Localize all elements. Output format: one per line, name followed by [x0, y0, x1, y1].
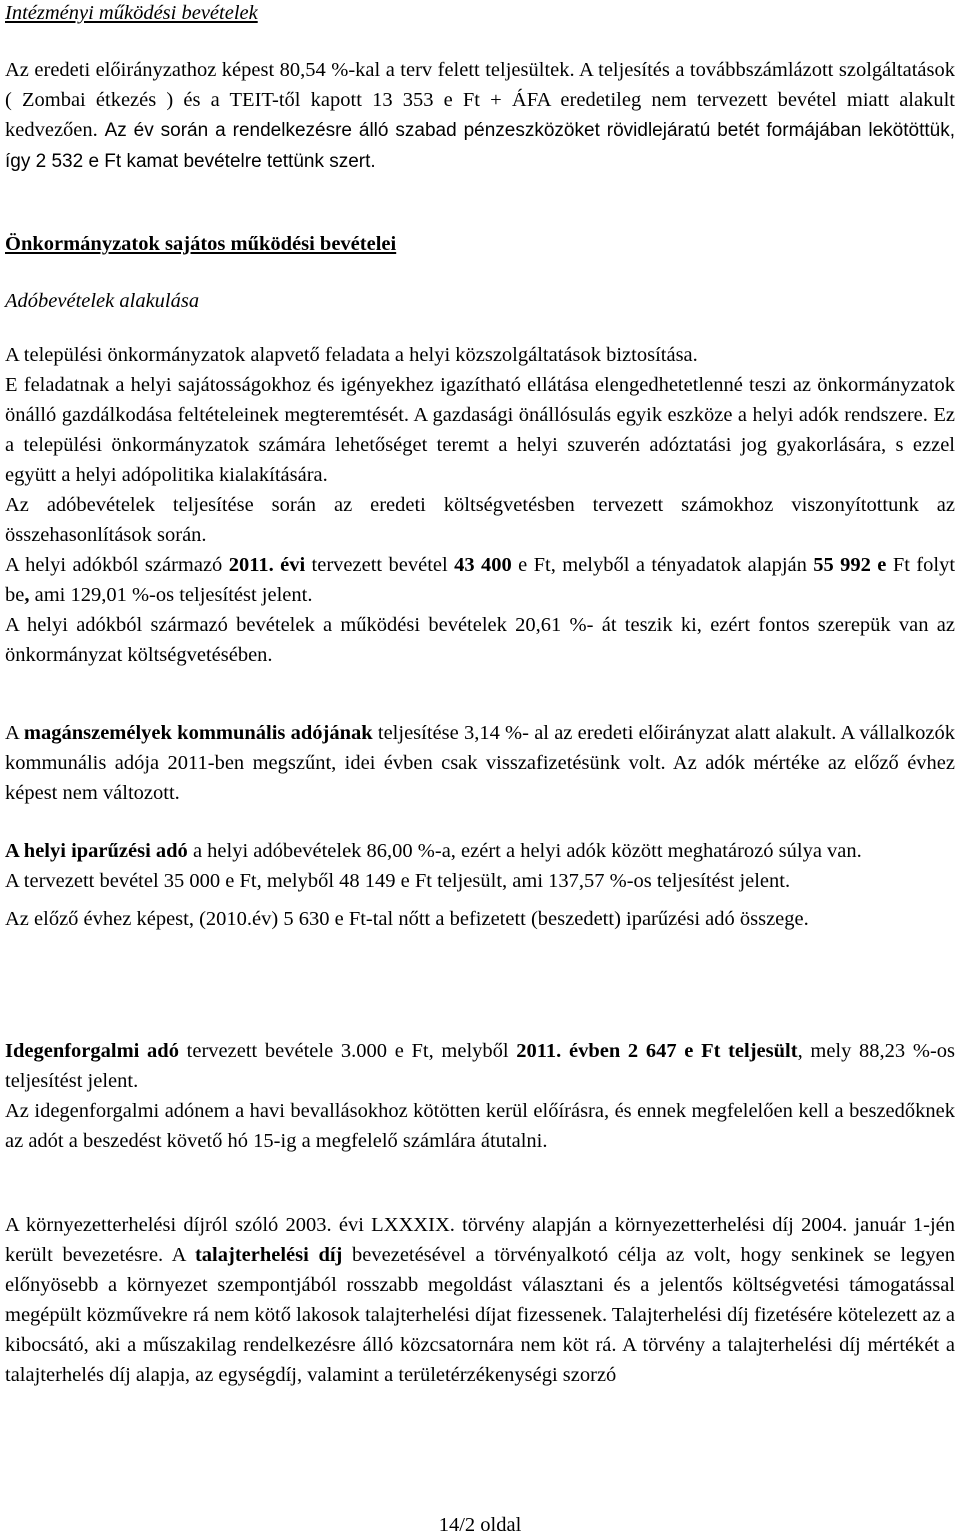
- heading-adobevetelek: Adóbevételek alakulása: [5, 290, 200, 312]
- paragraph-idegenforgalmi-1: Idegenforgalmi adó tervezett bevétele 3.000 e Ft, melyből 2011. évben 2 647 e Ft teljesült, mely 88,23 %-os teljesítést jelent.: [5, 1040, 956, 1092]
- section-kommunalis: [5, 718, 955, 808]
- paragraph-iparuzesi-2: A tervezett bevétel 35 000 e Ft, melyből 48 149 e Ft teljesült, ami 137,57 %-os teljesítést jelent.: [5, 870, 791, 892]
- section-talajterhelesi: [5, 1210, 955, 1390]
- heading-onkormanyzatok: Önkormányzatok sajátos működési bevételei: [5, 233, 397, 255]
- paragraph-intezmenyi-text: Az eredeti előirányzathoz képest 80,54 %-kal a terv felett teljesültek. A teljesítés a továbbszámlázott szolgáltatások ( Zombai étkezés ) és a TEIT-től kapott 13 353 e Ft + ÁFA eredetileg nem tervezett bevétel miatt alakult kedvezően.: [5, 59, 955, 141]
- paragraph-intezmenyi: [5, 55, 955, 177]
- paragraph-iparuzesi-1: A helyi iparűzési adó a helyi adóbevételek 86,00 %-a, ezért a helyi adók között meghatározó súlya van.: [5, 840, 862, 862]
- page-number: 14/2 oldal: [438, 1514, 522, 1536]
- paragraph-idegenforgalmi-2: Az idegenforgalmi adónem a havi bevallásokhoz kötötten kerül előírásra, és ennek megfelelően kell a beszedőknek az adót a beszedést követő hó 15-ig a megfelelő számlára átutalni.: [5, 1100, 955, 1152]
- paragraph-adok-2: E feladatnak a helyi sajátosságokhoz és igényekhez igazítható ellátása elengedhetetlenné teszi az önkormányzatok önálló gazdálkodása feltételeinek megteremtését. A gazdasági önállósulás egyik eszköze a helyi adók rendszere. Ez a települési önkormányzatok számára lehetőséget teremt a helyi szuverén adóztatási jog gyakorlására, s ezzel együtt a helyi adópolitika kialakítására.: [5, 374, 955, 486]
- heading-intezmenyi: Intézményi működési bevételek: [5, 2, 258, 24]
- paragraph-adok-4: A helyi adókból származó 2011. évi tervezett bevétel 43 400 e Ft, melyből a tényadatok alapján 55 992 e Ft folyt be, ami 129,01 %-os teljesítést jelent.: [5, 554, 956, 606]
- section-idegenforgalmi: [5, 1036, 955, 1156]
- paragraph-intezmenyi-sans-text: Az év során a rendelkezésre álló szabad pénzeszközöket rövidlejáratú betét formájában lekötöttük, így 2 532 e Ft kamat bevételre tettünk szert.: [5, 120, 955, 172]
- section-iparuzesi: [5, 836, 955, 934]
- paragraph-iparuzesi-3: Az előző évhez képest, (2010.év) 5 630 e Ft-tal nőtt a befizetett (beszedett) iparűzési adó összege.: [5, 908, 809, 930]
- paragraph-adok-3: Az adóbevételek teljesítése során az eredeti költségvetésben tervezett számokhoz viszonyítottunk az összehasonlítások során.: [5, 494, 955, 546]
- paragraph-talajterhelesi: A környezetterhelési díjról szóló 2003. évi LXXXIX. törvény alapján a környezetterhelési díj 2004. január 1-jén került bevezetésre. A talajterhelési díj bevezetésével a törvényalkotó célja az volt, hogy senkinek se legyen előnyösebb a környezet szempontjából rosszabb megoldást választani és a jelentős költségvetési támogatással megépült közművekre rá nem kötő lakosok talajterhelési díjat fizessenek. Talajterhelési díj fizetésére kötelezett az a kibocsátó, aki a műszakilag rendelkezésre álló közcsatornára nem köt rá. A törvény a talajterhelési díj mértékét a talajterhelés díj alapja, az egységdíj, valamint a területérzékenységi szorzó: [5, 1214, 956, 1386]
- paragraph-adok-5: A helyi adókból származó bevételek a működési bevételek 20,61 %- át teszik ki, ezért fontos szerepük van az önkormányzat költségvetésében.: [5, 614, 955, 666]
- section-adok: [5, 340, 955, 670]
- paragraph-adok-1: A települési önkormányzatok alapvető feladata a helyi közszolgáltatások biztosítása.: [5, 344, 698, 366]
- paragraph-kommunalis: A magánszemélyek kommunális adójának teljesítése 3,14 %- al az eredeti előirányzat alatt alakult. A vállalkozók kommunális adója 2011-ben megszűnt, idei évben csak visszafizetésünk volt. Az adók mértéke az előző évhez képest nem változott.: [5, 722, 955, 804]
